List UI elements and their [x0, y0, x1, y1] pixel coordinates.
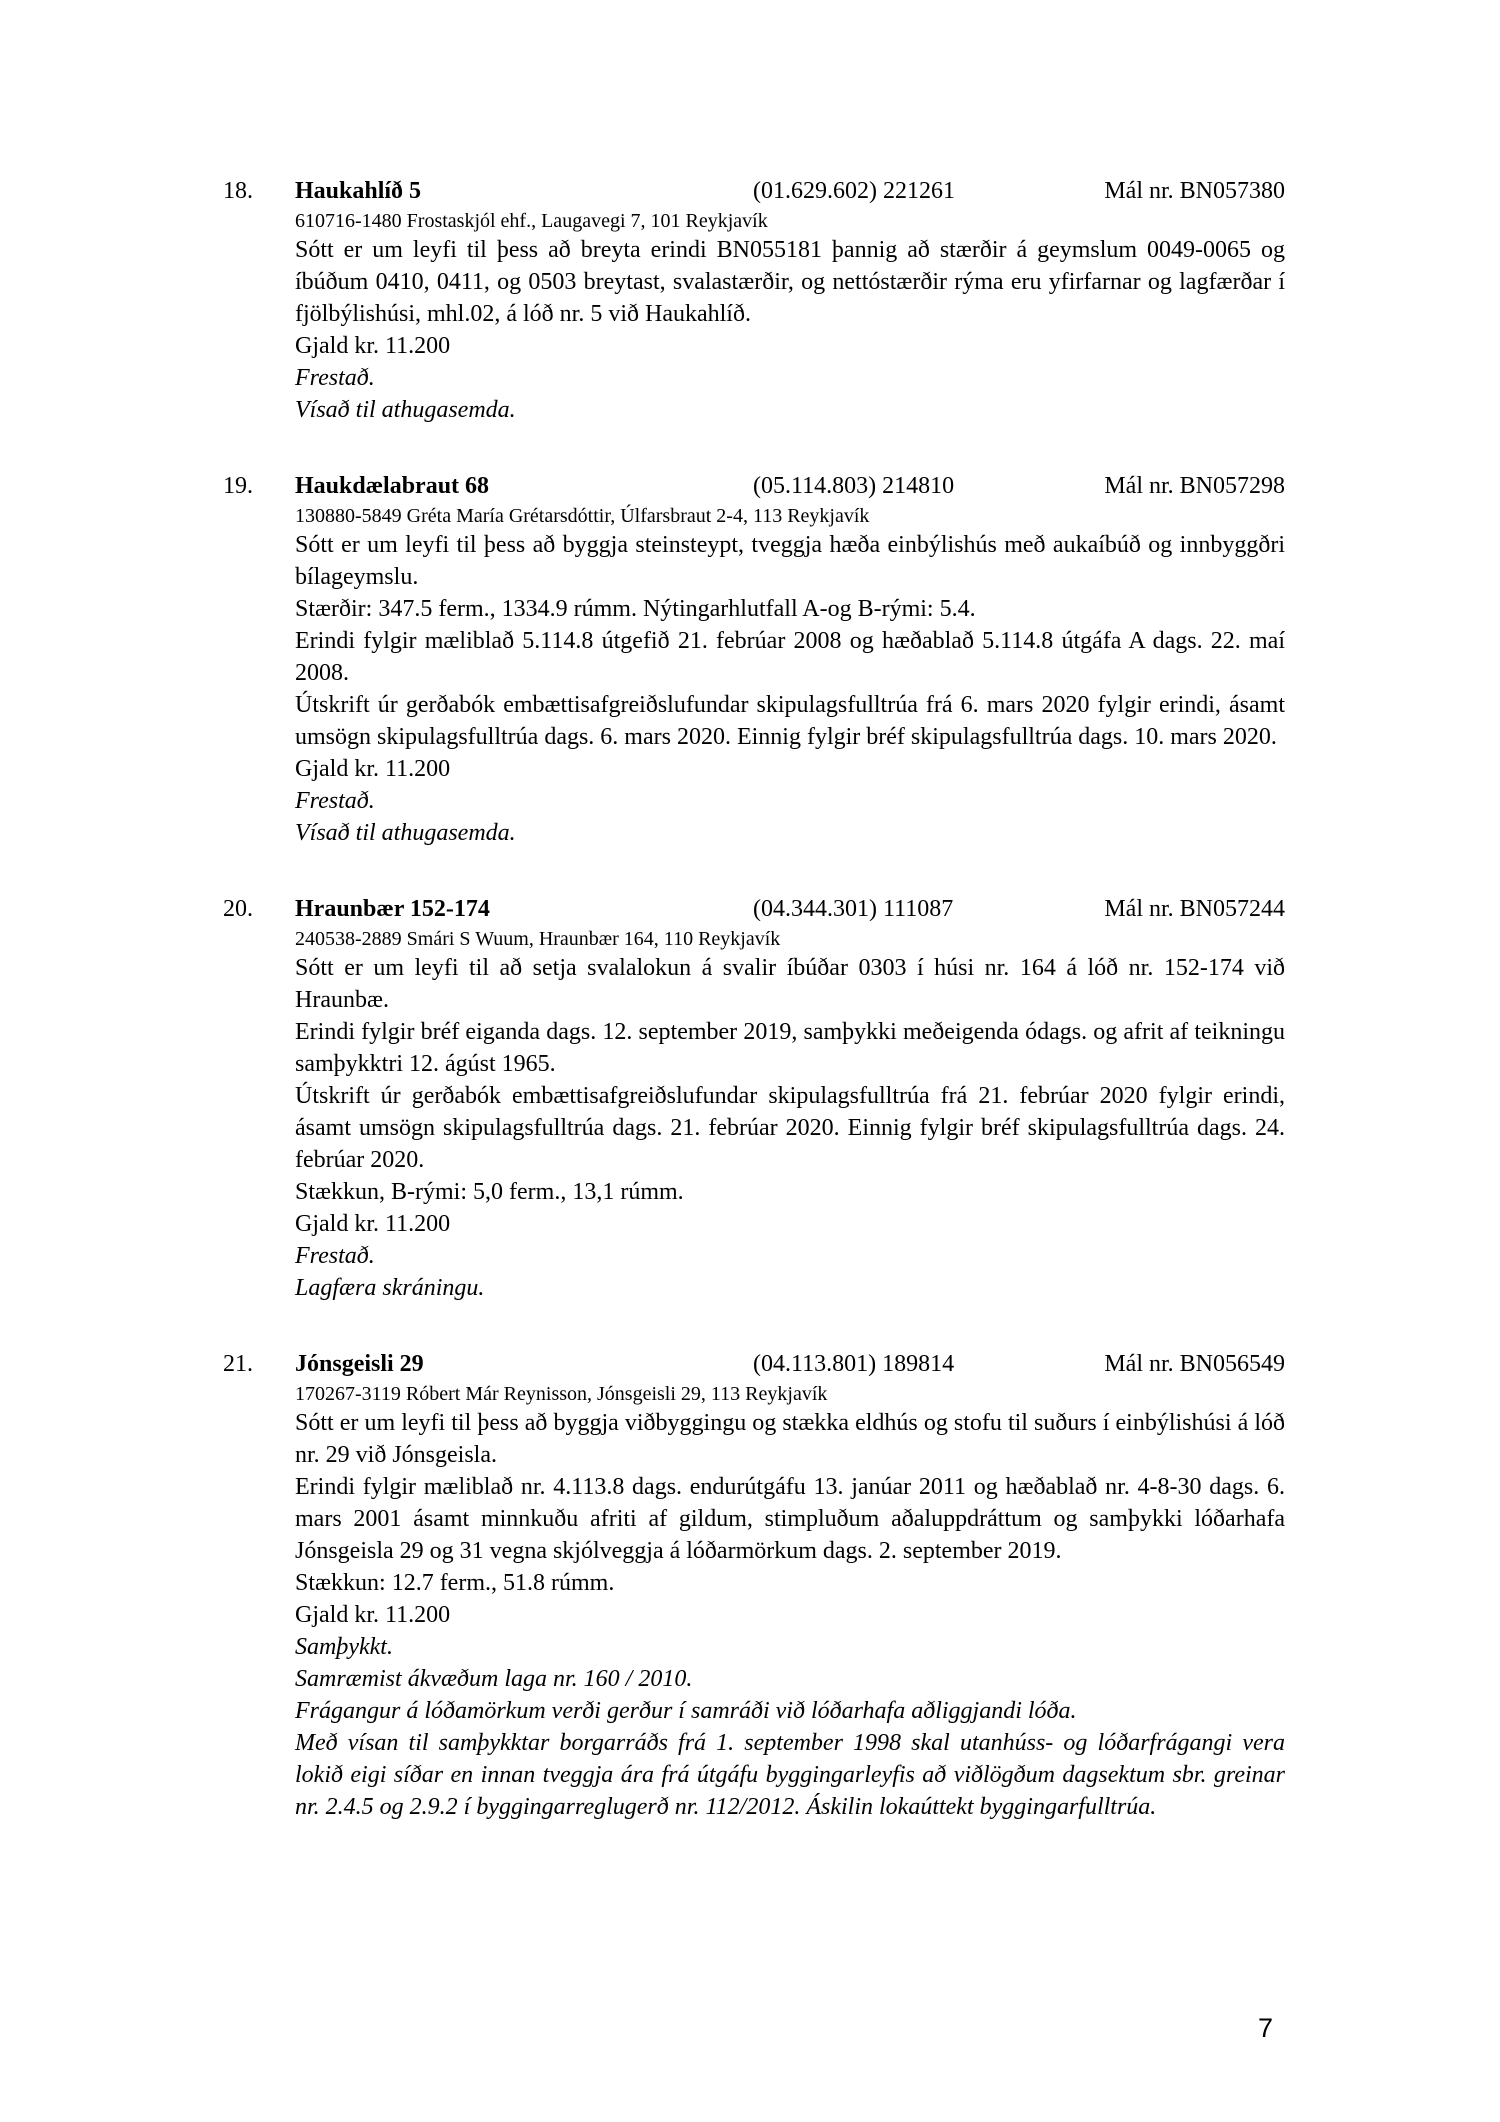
entry-paragraph: Stærðir: 347.5 ferm., 1334.9 rúmm. Nýtingarhlutfall A-og B-rými: 5.4.	[295, 596, 976, 622]
entry-header	[223, 893, 1285, 926]
entry-paragraph: Erindi fylgir bréf eiganda dags. 12. september 2019, samþykki meðeigenda ódags. og afrit af teikningu samþykktri 12. ágúst 1965.	[295, 1019, 1285, 1077]
entry-paragraph: Stækkun, B-rými: 5,0 ferm., 13,1 rúmm.	[295, 1179, 684, 1205]
entry-note: Lagfæra skráningu.	[295, 1275, 485, 1301]
entry-header	[223, 470, 1285, 503]
entry-fee: Gjald kr. 11.200	[295, 1602, 451, 1628]
entry-decision: Frestað.	[295, 365, 375, 391]
agenda-entry	[223, 470, 1285, 849]
entry-paragraph: Sótt er um leyfi til þess að breyta erindi BN055181 þannig að stærðir á geymslum 0049-0065 og íbúðum 0410, 0411, og 0503 breytast, svalastærðir, og nettóstærðir rýma eru yfirfarnar og lagfærðar í fjölbýlishúsi, mhl.02, á lóð nr. 5 við Haukahlíð.	[295, 237, 1285, 327]
entry-address: Haukahlíð 5	[295, 178, 422, 204]
entry-address: Hraunbær 152-174	[295, 896, 490, 922]
entry-paragraph: Sótt er um leyfi til þess að byggja steinsteypt, tveggja hæða einbýlishús með aukaíbúð og innbyggðri bílageymslu.	[295, 532, 1285, 590]
entry-paragraph: Sótt er um leyfi til þess að byggja viðbyggingu og stækka eldhús og stofu til suðurs í einbýlishúsi á lóð nr. 29 við Jónsgeisla.	[295, 1410, 1285, 1468]
entry-paragraph: Útskrift úr gerðabók embættisafgreiðslufundar skipulagsfulltrúa frá 6. mars 2020 fylgir erindi, ásamt umsögn skipulagsfulltrúa dags. 6. mars 2020. Einnig fylgir bréf skipulagsfulltrúa dags. 10. mars 2020.	[295, 692, 1285, 750]
entry-number: 18.	[223, 178, 253, 204]
entry-fee: Gjald kr. 11.200	[295, 756, 451, 782]
entry-paragraph: Erindi fylgir mæliblað nr. 4.113.8 dags. endurútgáfu 13. janúar 2011 og hæðablað nr. 4-8-30 dags. 6. mars 2001 ásamt minnkuðu afriti af gildum, stimpluðum aðaluppdráttum og samþykki lóðarhafa Jónsgeisla 29 og 31 vegna skjólveggja á lóðarmörkum dags. 2. september 2019.	[295, 1474, 1285, 1564]
entry-paragraph: Erindi fylgir mæliblað 5.114.8 útgefið 21. febrúar 2008 og hæðablað 5.114.8 útgáfa A dags. 22. maí 2008.	[295, 628, 1285, 686]
entry-paragraph: Stækkun: 12.7 ferm., 51.8 rúmm.	[295, 1570, 615, 1596]
entry-decision: Samþykkt.	[295, 1634, 393, 1660]
entry-body	[295, 926, 1285, 1304]
entry-property-code: (04.113.801) 189814	[753, 1351, 955, 1377]
agenda-entry	[223, 175, 1285, 426]
entry-paragraph: Sótt er um leyfi til að setja svalalokun á svalir íbúðar 0303 í húsi nr. 164 á lóð nr. 152-174 við Hraunbæ.	[295, 955, 1285, 1013]
entry-decision: Frestað.	[295, 788, 375, 814]
agenda-document	[223, 175, 1285, 1867]
entry-fee: Gjald kr. 11.200	[295, 1211, 451, 1237]
entry-note: Vísað til athugasemda.	[295, 397, 516, 423]
entry-applicant: 130880-5849 Gréta María Grétarsdóttir, Úlfarsbraut 2-4, 113 Reykjavík	[295, 505, 870, 527]
entry-body	[295, 208, 1285, 426]
entry-number: 20.	[223, 896, 253, 922]
entry-applicant: 170267-3119 Róbert Már Reynisson, Jónsgeisli 29, 113 Reykjavík	[295, 1383, 828, 1405]
entry-address: Jónsgeisli 29	[295, 1351, 424, 1377]
entry-property-code: (04.344.301) 111087	[753, 896, 954, 922]
entry-case-number: Mál nr. BN056549	[1104, 1351, 1285, 1377]
entry-note: Samræmist ákvæðum laga nr. 160 / 2010.	[295, 1666, 693, 1692]
entry-body	[295, 1381, 1285, 1823]
entry-property-code: (01.629.602) 221261	[753, 178, 955, 204]
agenda-entry	[223, 1348, 1285, 1823]
entry-number: 19.	[223, 473, 253, 499]
entry-number: 21.	[223, 1351, 253, 1377]
page-number: 7	[1258, 2013, 1274, 2043]
agenda-entry	[223, 893, 1285, 1304]
entry-decision: Frestað.	[295, 1243, 375, 1269]
entry-case-number: Mál nr. BN057298	[1104, 473, 1285, 499]
entry-header	[223, 175, 1285, 208]
entry-note: Með vísan til samþykktar borgarráðs frá 1. september 1998 skal utanhúss- og lóðarfrágangi vera lokið eigi síðar en innan tveggja ára frá útgáfu byggingarleyfis að viðlögðum dagsektum sbr. greinar nr. 2.4.5 og 2.9.2 í byggingarreglugerð nr. 112/2012. Áskilin lokaúttekt byggingarfulltrúa.	[295, 1730, 1285, 1820]
entry-fee: Gjald kr. 11.200	[295, 333, 451, 359]
entry-address: Haukdælabraut 68	[295, 473, 490, 499]
entry-note: Vísað til athugasemda.	[295, 820, 516, 846]
entry-case-number: Mál nr. BN057380	[1104, 178, 1285, 204]
entry-note: Frágangur á lóðamörkum verði gerður í samráði við lóðarhafa aðliggjandi lóða.	[295, 1698, 1077, 1724]
entry-case-number: Mál nr. BN057244	[1104, 896, 1285, 922]
entry-applicant: 240538-2889 Smári S Wuum, Hraunbær 164, 110 Reykjavík	[295, 928, 781, 950]
entry-header	[223, 1348, 1285, 1381]
entry-property-code: (05.114.803) 214810	[753, 473, 955, 499]
entry-paragraph: Útskrift úr gerðabók embættisafgreiðslufundar skipulagsfulltrúa frá 21. febrúar 2020 fylgir erindi, ásamt umsögn skipulagsfulltrúa dags. 21. febrúar 2020. Einnig fylgir bréf skipulagsfulltrúa dags. 24. febrúar 2020.	[295, 1083, 1285, 1173]
entry-applicant: 610716-1480 Frostaskjól ehf., Laugavegi 7, 101 Reykjavík	[295, 210, 768, 232]
entry-body	[295, 503, 1285, 849]
